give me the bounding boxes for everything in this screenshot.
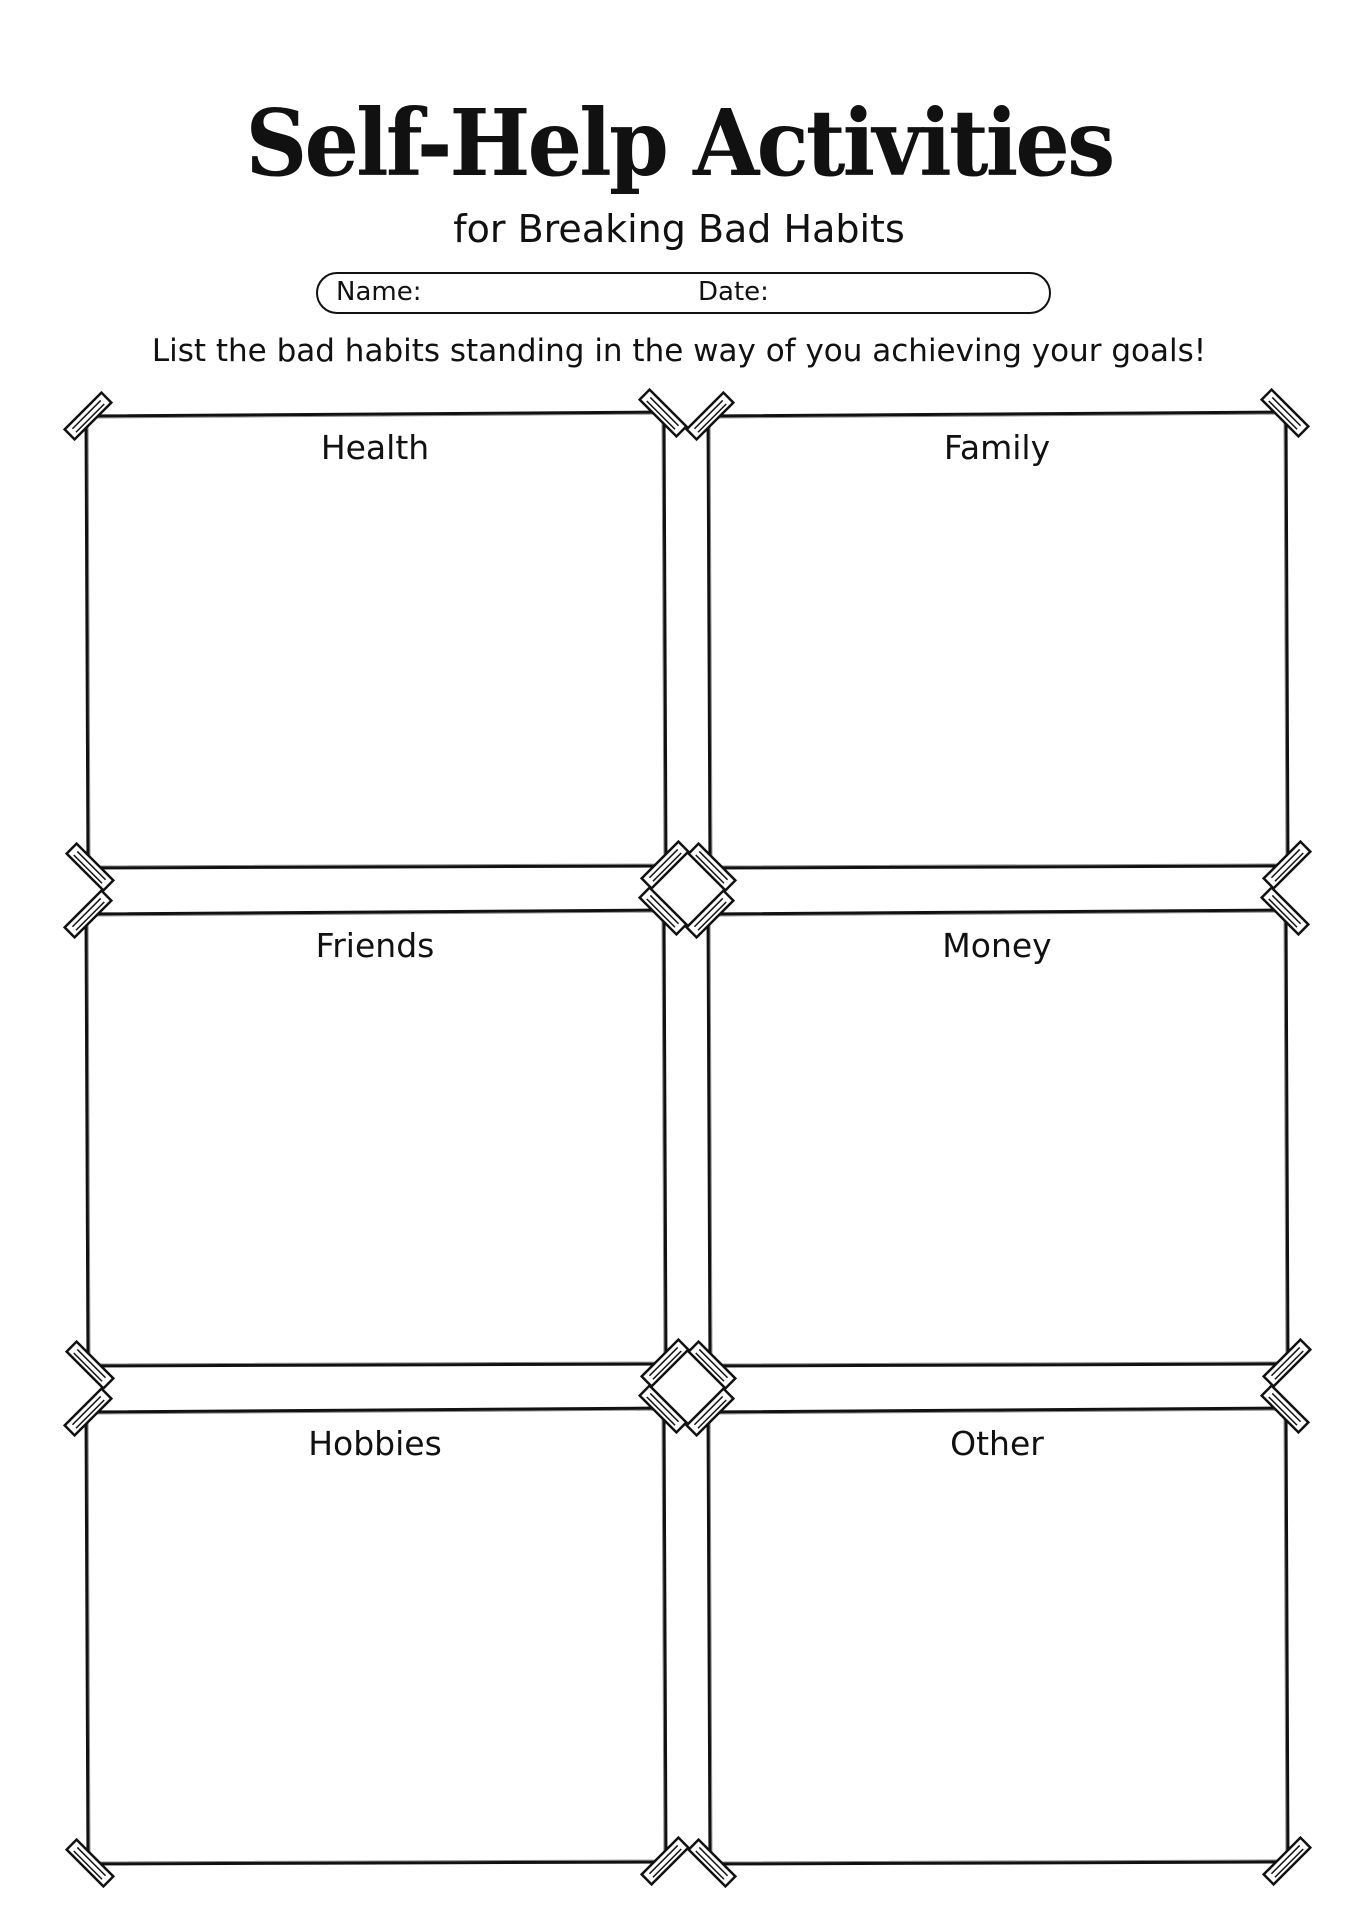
instruction-text: List the bad habits standing in the way of you achieving your goals! <box>151 333 1207 369</box>
page-title: Self-Help Activities <box>245 89 1113 197</box>
card-family <box>702 404 1292 874</box>
writing-area[interactable] <box>732 484 1262 844</box>
writing-area[interactable] <box>110 982 640 1342</box>
date-label[interactable]: Date: <box>698 277 769 307</box>
card-other <box>702 1400 1292 1870</box>
writing-area[interactable] <box>110 1480 640 1840</box>
name-date-bar <box>316 272 1051 314</box>
card-health <box>80 404 670 874</box>
card-title: Other <box>950 1424 1044 1463</box>
card-friends <box>80 902 670 1372</box>
card-title: Family <box>943 428 1051 467</box>
page-subtitle: for Breaking Bad Habits <box>453 207 905 251</box>
writing-area[interactable] <box>732 1480 1262 1840</box>
card-title: Hobbies <box>308 1424 442 1463</box>
card-money <box>702 902 1292 1372</box>
card-hobbies <box>80 1400 670 1870</box>
name-label[interactable]: Name: <box>336 277 422 307</box>
card-title: Health <box>320 428 430 467</box>
card-title: Money <box>942 926 1052 965</box>
card-title: Friends <box>315 926 435 965</box>
writing-area[interactable] <box>110 484 640 844</box>
writing-area[interactable] <box>732 982 1262 1342</box>
